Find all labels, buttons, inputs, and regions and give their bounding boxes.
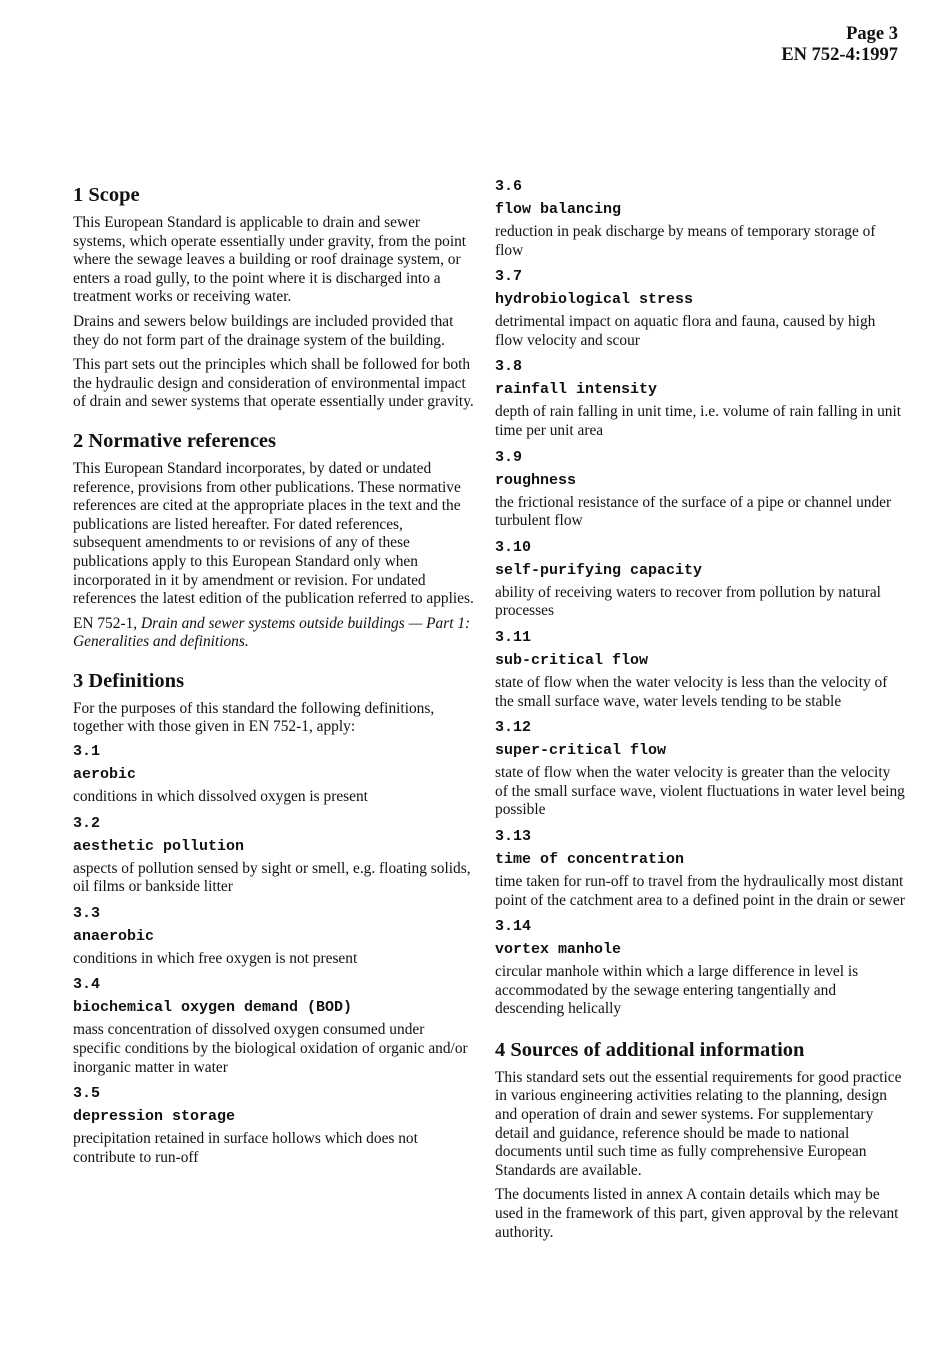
definition-number: 3.8 — [495, 358, 523, 376]
section-title-normative: 2 Normative references — [73, 429, 277, 452]
definition-number: 3.12 — [495, 719, 532, 737]
definition-text: ability of receiving waters to recover from pollution by natural processes — [495, 583, 881, 620]
definition-term: rainfall intensity — [495, 381, 658, 399]
definition-term: aesthetic pollution — [73, 837, 245, 855]
section-title-scope: 1 Scope — [73, 184, 140, 206]
definition-number: 3.2 — [73, 814, 101, 832]
definition-number: 3.3 — [73, 904, 101, 922]
definition-text: depth of rain falling in unit time, i.e. volume of rain falling in unit time per unit area — [495, 403, 902, 439]
definition-text: the frictional resistance of the surface of a pipe or channel under turbulent flow — [495, 493, 892, 530]
definition-number: 3.14 — [495, 918, 532, 936]
definition-text: conditions in which dissolved oxygen is present — [73, 788, 368, 806]
definition-item — [495, 268, 905, 350]
paragraph: This European Standard is applicable to drain and sewer systems, which operate essentially under gravity, from the point where the sewage leaves a building or roof drainage system, or enters a road gully, to the point where it is discharged into a treatment works or receiving water. — [73, 214, 467, 306]
definition-term: time of concentration — [495, 850, 685, 868]
definition-number: 3.5 — [73, 1085, 101, 1103]
definition-number: 3.1 — [73, 743, 101, 761]
definition-item — [495, 828, 905, 910]
section-title-sources: 4 Sources of additional information — [495, 1038, 805, 1061]
definition-text: circular manhole within which a large difference in level is accommodated by the sewage entering tangentially and descending helically — [495, 963, 859, 1018]
paragraph: This part sets out the principles which shall be followed for both the hydraulic design and consideration of environmental impact of drain and sewer systems that operate essentially under gravity. — [73, 356, 474, 411]
definition-item — [73, 905, 475, 969]
page-header — [781, 24, 898, 66]
paragraph: This standard sets out the essential requirements for good practice in various engineering activities relating to the planning, design and operation of drain and sewer systems. For supplementary detail and guidance, reference should be made to national documents until such time as fully comprehensive European Standards are available. — [495, 1068, 902, 1179]
definition-number: 3.9 — [495, 448, 523, 466]
definition-term: flow balancing — [495, 201, 622, 218]
section-definitions — [73, 668, 475, 1168]
definition-term: vortex manhole — [495, 941, 622, 959]
definition-text: mass concentration of dissolved oxygen consumed under specific conditions by the biological oxidation of organic and/or inorganic matter in water — [73, 1021, 468, 1076]
definition-term: biochemical oxygen demand (BOD) — [73, 999, 353, 1017]
definition-term: depression storage — [73, 1108, 236, 1126]
definition-term: self-purifying capacity — [495, 561, 703, 579]
definition-item — [495, 719, 905, 820]
definition-item — [495, 539, 905, 621]
definition-item — [495, 178, 905, 260]
definition-text: state of flow when the water velocity is less than the velocity of the small surface wave, water levels tending to be stable — [495, 673, 888, 710]
definition-item — [495, 629, 905, 711]
definition-term: super-critical flow — [495, 742, 667, 760]
definition-item — [495, 449, 905, 531]
definition-item — [73, 815, 475, 897]
definition-item — [495, 918, 905, 1019]
standard-id: EN 752-4:1997 — [781, 45, 898, 65]
definition-item — [73, 976, 475, 1077]
paragraph: Drains and sewers below buildings are included provided that they do not form part of the drainage system of the building. — [73, 312, 454, 349]
definition-number: 3.7 — [495, 268, 523, 286]
definition-number: 3.10 — [495, 538, 532, 556]
definition-text: aspects of pollution sensed by sight or smell, e.g. floating solids, oil films or bankside litter — [73, 859, 471, 896]
definition-item — [73, 743, 475, 807]
section-sources — [495, 1037, 905, 1242]
definition-text: time taken for run-off to travel from the hydraulically most distant point of the catchment area to a defined point in the drain or sewer — [495, 872, 905, 909]
section-normative-references — [73, 428, 475, 652]
section-title-definitions: 3 Definitions — [73, 669, 185, 692]
definition-term: sub-critical flow — [495, 651, 649, 669]
definition-number: 3.4 — [73, 976, 101, 994]
reference-entry — [73, 615, 475, 652]
definition-number: 3.13 — [495, 827, 532, 845]
definition-text: detrimental impact on aquatic flora and fauna, caused by high flow velocity and scour — [495, 313, 876, 349]
right-column — [495, 178, 905, 1258]
left-column — [73, 182, 475, 1183]
paragraph: For the purposes of this standard the following definitions, together with those given in EN 752-1, apply: — [73, 699, 435, 736]
paragraph: The documents listed in annex A contain details which may be used in the framework of this part, given approval by the relevant authority. — [495, 1186, 899, 1241]
section-scope — [73, 182, 475, 412]
definition-text: reduction in peak discharge by means of temporary storage of flow — [495, 223, 876, 259]
definition-term: aerobic — [73, 766, 137, 784]
paragraph: This European Standard incorporates, by dated or undated reference, provisions from other publications. These normative references are cited at the appropriate places in the text and the publications are listed hereafter. For dated references, subsequent amendments to or revisions of any of these publications apply to this European Standard only when incorporated in it by amendment or revision. For undated references the latest edition of the publication referred to applies. — [73, 459, 474, 608]
definition-term: roughness — [495, 471, 577, 489]
definition-text: state of flow when the water velocity is greater than the velocity of the small surface wave, violent fluctuations in water level being possible — [495, 764, 905, 819]
definition-term: anaerobic — [73, 927, 155, 945]
definition-item — [495, 358, 905, 440]
definition-text: conditions in which free oxygen is not present — [73, 949, 358, 967]
reference-id: EN 752-1, — [73, 614, 141, 632]
definition-term: hydrobiological stress — [495, 291, 694, 309]
definition-number: 3.11 — [495, 628, 532, 646]
reference-title: Drain and sewer systems outside buildings — Part 1: Generalities and definitions. — [73, 614, 471, 651]
page-number: Page 3 — [846, 24, 898, 44]
definition-text: precipitation retained in surface hollows which does not contribute to run-off — [73, 1130, 418, 1166]
definition-number: 3.6 — [495, 178, 523, 195]
definition-item — [73, 1085, 475, 1167]
